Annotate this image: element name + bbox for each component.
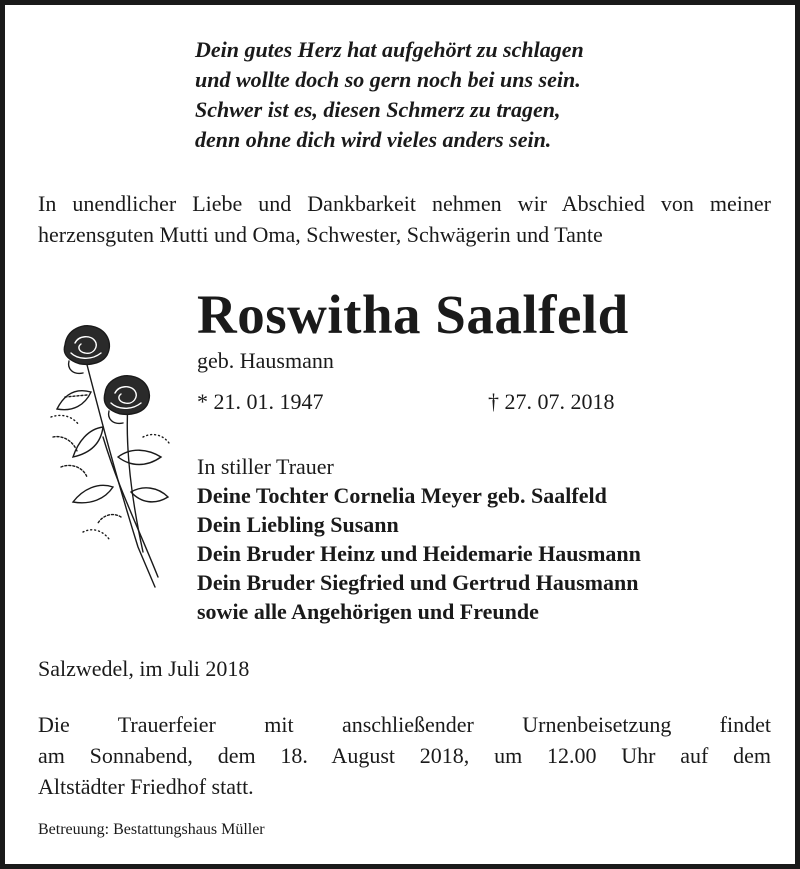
mourner-line: sowie alle Angehörigen und Freunde bbox=[197, 599, 539, 624]
poem-line: und wollte doch so gern noch bei uns sein. bbox=[195, 67, 581, 92]
mourner-line: Dein Bruder Heinz und Heidemarie Hausmann bbox=[197, 541, 641, 566]
birth-date: * 21. 01. 1947 bbox=[197, 389, 324, 414]
poem bbox=[195, 35, 584, 155]
ceremony-info bbox=[38, 709, 771, 802]
roses-illustration-icon bbox=[43, 317, 173, 597]
mourners-lead: In stiller Trauer bbox=[197, 454, 334, 479]
place-date: Salzwedel, im Juli 2018 bbox=[38, 656, 250, 681]
death-date: † 27. 07. 2018 bbox=[488, 389, 615, 414]
maiden-name: geb. Hausmann bbox=[197, 348, 334, 373]
poem-line: denn ohne dich wird vieles anders sein. bbox=[195, 127, 552, 152]
poem-line: Schwer ist es, diesen Schmerz zu tragen, bbox=[195, 97, 561, 122]
ceremony-line: Altstädter Friedhof statt. bbox=[38, 774, 254, 799]
mourner-line: Dein Bruder Siegfried und Gertrud Hausmann bbox=[197, 570, 639, 595]
funeral-home-credit: Betreuung: Bestattungshaus Müller bbox=[38, 821, 265, 838]
deceased-name: Roswitha Saalfeld bbox=[197, 284, 629, 345]
ceremony-line: am Sonnabend, dem 18. August 2018, um 12.00 Uhr auf dem bbox=[38, 743, 771, 768]
poem-line: Dein gutes Herz hat aufgehört zu schlagen bbox=[195, 37, 584, 62]
intro-text: In unendlicher Liebe und Dankbarkeit nehmen wir Abschied von meiner herzensguten Mutti und Oma, Schwester, Schwägerin und Tante bbox=[38, 191, 771, 247]
mourner-line: Dein Liebling Susann bbox=[197, 512, 399, 537]
mourners bbox=[197, 452, 641, 626]
ceremony-line: Die Trauerfeier mit anschließender Urnenbeisetzung findet bbox=[38, 712, 771, 737]
mourner-line: Deine Tochter Cornelia Meyer geb. Saalfeld bbox=[197, 483, 607, 508]
